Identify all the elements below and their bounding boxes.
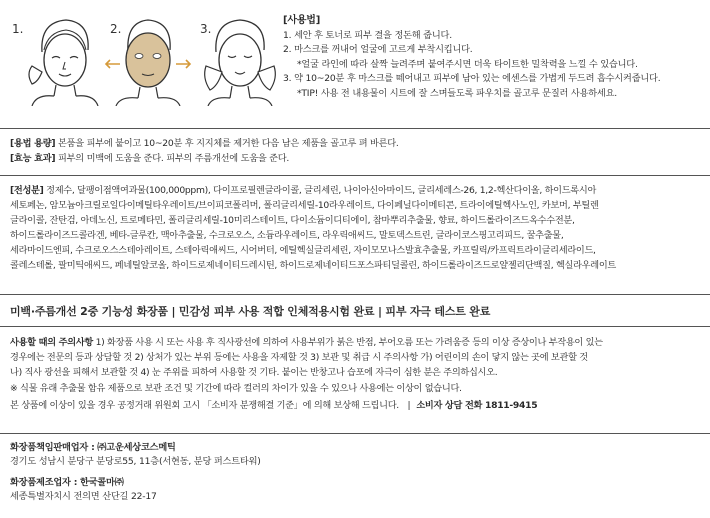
- distributor-name: ㈜고운세상코스메틱: [97, 442, 176, 453]
- caution-row: 경우에는 전문의 등과 상담할 것 2) 상처가 있는 부위 등에는 사용을 자제할 것 3) 보관 및 취급 시 주의사항 가) 어린이의 손이 닿지 않는 곳에 보관할 것: [10, 352, 588, 364]
- dosage-effect-block: [10, 136, 399, 166]
- compensation-text: 본 상품에 이상이 있을 경우 공정거래 위원회 고시 「소비자 분쟁해결 기준」에 의해 보상해 드립니다.: [10, 399, 399, 411]
- effect-label: [효능 효과]: [10, 153, 56, 164]
- distributor-address: 경기도 성남시 분당구 분당로55, 11층(서현동, 분당 퍼스트타워): [10, 455, 261, 467]
- consumer-hotline: 소비자 상담 전화 1811-9415: [416, 399, 538, 411]
- usage-tip: *TIP! 사용 전 내용물이 시트에 잘 스며들도록 파우치를 골고루 문질러 사용하세요.: [297, 87, 617, 99]
- distributor-block: [10, 441, 261, 468]
- manufacturer-block: [10, 476, 157, 503]
- ingredients-block: [10, 183, 705, 273]
- ingredients-row: 세라마이드엔피, 수크로오스스테아레이트, 스테아릭애씨드, 시어버터, 에틸헥실글리세린, 자이모모나스발효추출물, 카프릴릭/카프릭트라이글리세라이드,: [10, 245, 596, 256]
- effect-line: [10, 151, 399, 166]
- ingredients-row: 콜레스테롤, 팔미틱애씨드, 페네틸알코올, 하이드로제네이티드레시틴, 하이드로제네이티드포스파티딜콜린, 하이드롤라이즈드로얄젤리단백질, 헥실라우레이트: [10, 260, 616, 271]
- manufacturer-address: 세종특별자치시 전의면 산단길 22-17: [10, 490, 157, 502]
- dosage-text: 본품을 피부에 붙이고 10~20분 후 지지체를 제거한 다음 남은 제품을 골고루 펴 바른다.: [58, 138, 399, 149]
- step-3-number: 3.: [200, 22, 212, 36]
- step-2-number: 2.: [110, 22, 122, 36]
- manufacturer-label: 화장품제조업자 :: [10, 477, 78, 488]
- caution-row: 나) 직사 광선을 피해서 보관할 것 4) 눈 주위를 피하여 사용할 것 기타. 붙이는 반창고나 습포에 자극이 심한 분은 주의하십시오.: [10, 367, 498, 379]
- usage-step-3: 3. 약 10~20분 후 마스크를 떼어내고 피부에 남아 있는 에센스를 가볍게 두드려 흡수시켜줍니다.: [283, 73, 661, 85]
- caution-row: ※ 식물 유래 추출물 함유 제품으로 보관 조건 및 기간에 따라 컬러의 차이가 있을 수 있으나 사용에는 이상이 없습니다.: [10, 382, 462, 394]
- caution-row: 사용할 때의 주의사항 1) 화장품 사용 시 또는 사용 후 직사광선에 의하여 사용부위가 붉은 반점, 부어오름 또는 가려움증 등의 이상 증상이나 부작용이 있는: [10, 337, 603, 348]
- divider-1: [0, 128, 710, 129]
- distributor-label: 화장품책임판매업자 :: [10, 442, 95, 453]
- step-2-mask-illustration: [102, 14, 194, 106]
- ingredients-label: [전성분]: [10, 185, 44, 196]
- usage-step-2: 2. 마스크를 꺼내어 얼굴에 고르게 부착시킵니다.: [283, 44, 473, 56]
- manufacturer-name: 한국콜마㈜: [79, 477, 124, 488]
- usage-title: [사용법]: [283, 15, 321, 26]
- compensation-row: [10, 398, 705, 413]
- usage-step-2-note: *얼굴 라인에 따라 살짝 늘려주며 붙여주시면 더욱 타이트한 밀착력을 느낄 수 있습니다.: [297, 58, 638, 70]
- divider-2: [0, 175, 710, 176]
- step-1-number: 1.: [12, 22, 24, 36]
- dosage-label: [용법 용량]: [10, 138, 56, 149]
- effect-text: 피부의 미백에 도움을 준다. 피부의 주름개선에 도움을 준다.: [58, 153, 290, 164]
- divider-5: [0, 433, 710, 434]
- caution-block: [10, 335, 705, 413]
- ingredients-row: 글라이콜, 잔탄검, 아데노신, 트로메타민, 폴리글리세릴-10미리스테이트, 다이소듐이디티에이, 참마뿌리추출물, 향료, 하이드롤라이즈드옥수수전분,: [10, 215, 575, 226]
- separator: |: [407, 399, 411, 411]
- usage-instructions: [283, 14, 703, 102]
- ingredients-row: 세토페논, 암모늄아크릴로일다이메틸타우레이트/브이피코폴리머, 폴리글리세릴-10라우레이트, 다이페닐다이메티콘, 트라이에틸헥사노인, 카보머, 부틸렌: [10, 200, 599, 211]
- usage-step-1: 1. 세안 후 토너로 피부 결을 정돈해 줍니다.: [283, 29, 452, 41]
- dosage-line: [10, 136, 399, 151]
- ingredients-row: 하이드롤라이즈드콜라겐, 베타-글루칸, 맥아추출물, 수크로오스, 소듐라우레이트, 라우릭애씨드, 말토덱스트린, 글라이코스핑고리피드, 꿀추출물,: [10, 230, 564, 241]
- functional-claims-banner: 미백·주름개선 2중 기능성 화장품 | 민감성 피부 사용 적합 인체적용시험 완료 | 피부 자극 테스트 완료: [10, 305, 491, 318]
- divider-3: [0, 294, 710, 295]
- step-1-face-illustration: [22, 14, 102, 106]
- step-3-face-illustration: [200, 14, 280, 106]
- caution-label: 사용할 때의 주의사항: [10, 337, 93, 348]
- divider-4: [0, 326, 710, 327]
- ingredients-row: [전성분] 정제수, 달팽이점액여과물(100,000ppm), 다이프로필렌글라이콜, 글리세린, 나이아신아마이드, 글리세레스-26, 1,2-헥산다이올, 하이드록시아: [10, 185, 597, 196]
